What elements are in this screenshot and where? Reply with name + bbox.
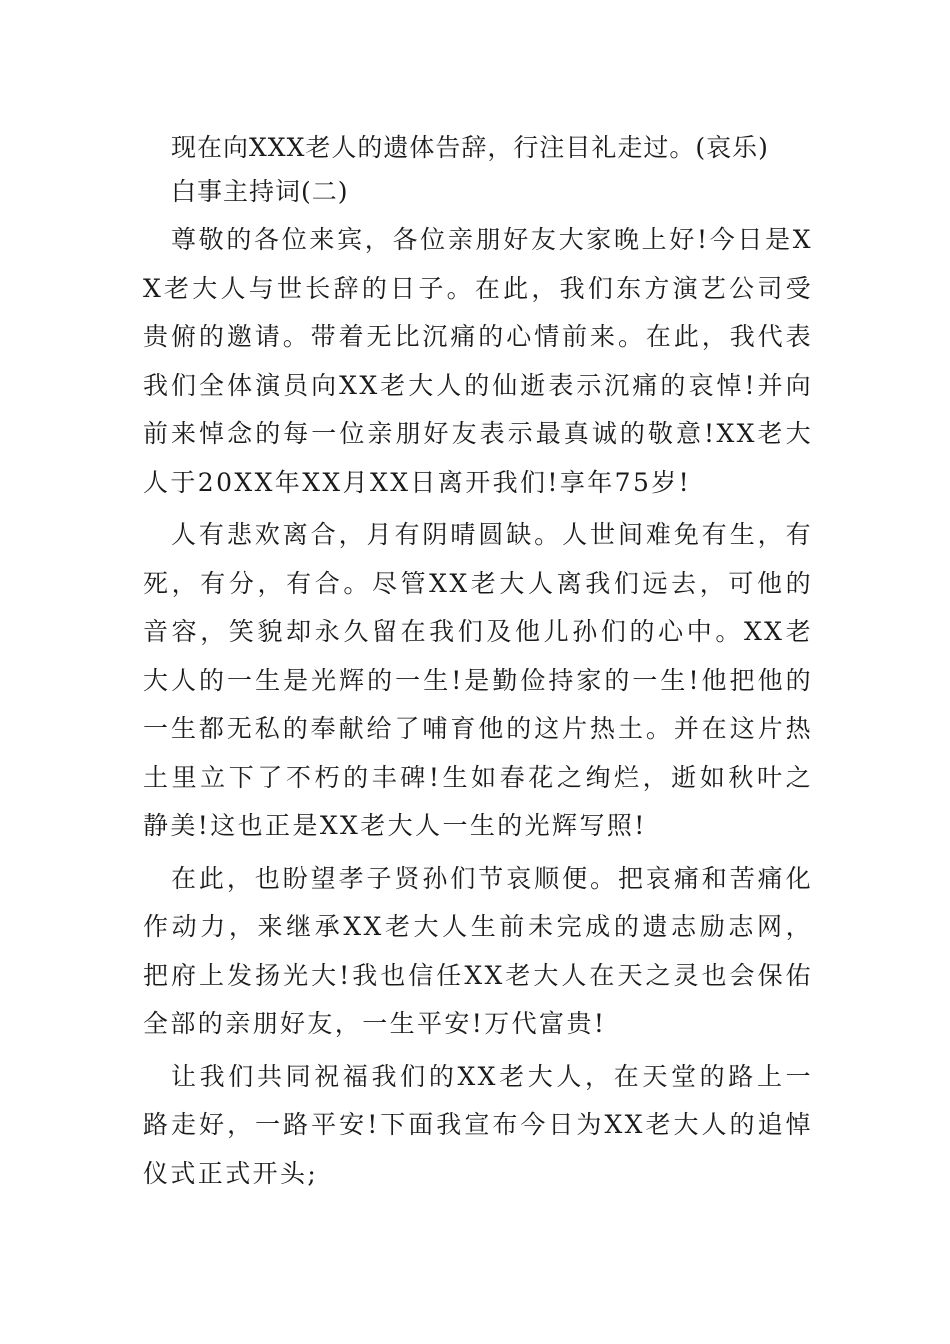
paragraph-ceremony-start: 让我们共同祝福我们的XX老大人，在天堂的路上一路走好，一路平安!下面我宣布今日为XX老大人的追悼仪式正式开头; [143, 1061, 813, 1188]
document-body [143, 128, 813, 1198]
paragraph-greeting: 尊敬的各位来宾，各位亲朋好友大家晚上好!今日是XX老大人与世长辞的日子。在此，我们东方演艺公司受贵俯的邀请。带着无比沉痛的心情前来。在此，我代表我们全体演员向XX老大人的仙逝表示沉痛的哀悼!并向前来悼念的每一位亲朋好友表示最真诚的敬意!XX老大人于20XX年XX月XX日离开我们!享年75岁! [143, 225, 813, 497]
section-heading: 白事主持词(二) [171, 177, 349, 206]
paragraph-condolence: 在此，也盼望孝子贤孙们节哀顺便。把哀痛和苦痛化作动力，来继承XX老大人生前未完成的遗志励志网，把府上发扬光大!我也信任XX老大人在天之灵也会保佑全部的亲朋好友，一生平安!万代富贵! [143, 863, 813, 1038]
closing-instruction-line: 现在向XXX老人的遗体告辞，行注目礼走过。(哀乐) [171, 133, 769, 162]
paragraph-life-tribute: 人有悲欢离合，月有阴晴圆缺。人世间难免有生，有死，有分，有合。尽管XX老大人离我们远去，可他的音容，笑貌却永久留在我们及他儿孙们的心中。XX老大人的一生是光辉的一生!是勤俭持家的一生!他把他的一生都无私的奉献给了哺育他的这片热土。并在这片热土里立下了不朽的丰碑!生如春花之绚烂，逝如秋叶之静美!这也正是XX老大人一生的光辉写照! [143, 520, 813, 840]
